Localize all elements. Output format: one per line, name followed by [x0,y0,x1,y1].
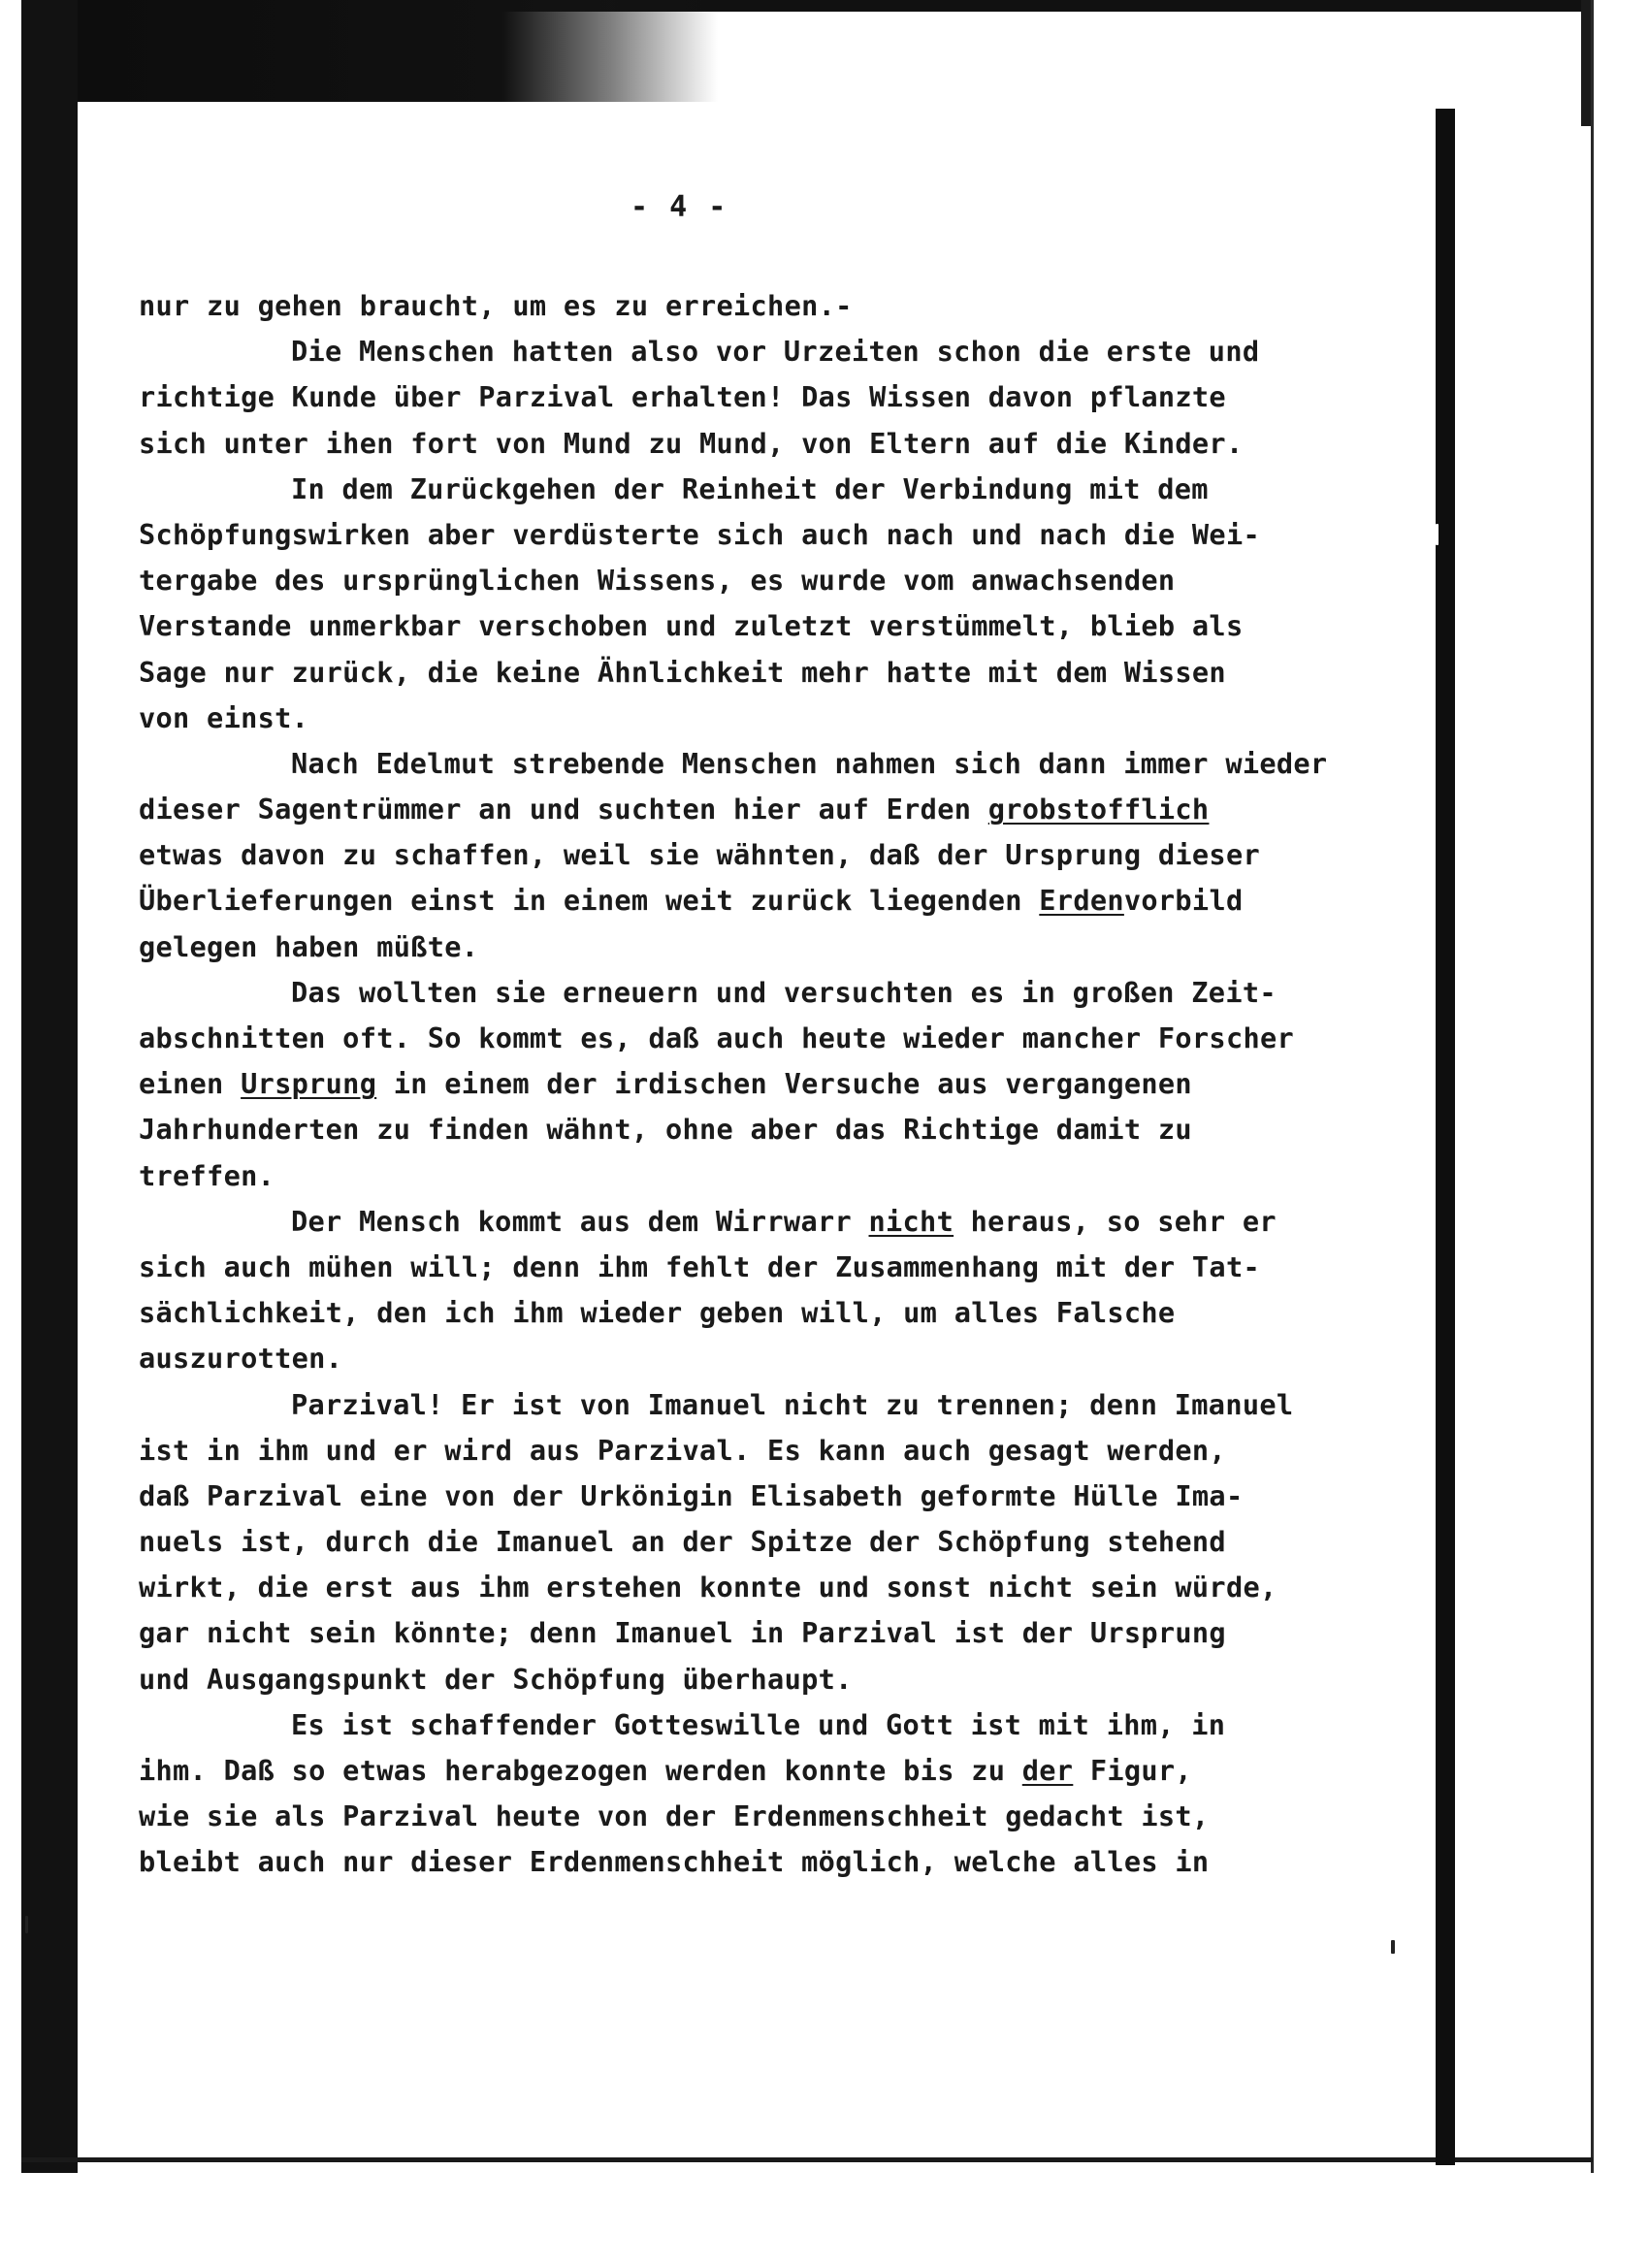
text-line: wie sie als Parzival heute von der Erdenmenschheit gedacht ist, [139,1799,1210,1833]
scan-speck [1391,1940,1395,1954]
text-line: Der Mensch kommt aus dem Wirrwarr nicht heraus, so sehr er [291,1204,1277,1238]
scan-border-bottom [21,2157,1593,2162]
scan-speck [1436,524,1439,545]
text-line: Jahrhunderten zu finden wähnt, ohne aber das Richtige damit zu [139,1113,1192,1147]
scan-shadow-top-left [0,0,718,102]
scan-speck [25,1916,28,1933]
text-line: daß Parzival eine von der Urkönigin Elisabeth geformte Hülle Ima- [139,1478,1244,1512]
text-line: auszurotten. [139,1342,343,1376]
text-line: dieser Sagentrümmer an und suchten hier auf Erden grobstofflich [139,793,1210,826]
page-number: - 4 - [630,190,728,224]
scan-border-left [21,0,78,2173]
scan-border-right [1436,109,1455,2165]
underlined-word: Erden [1039,884,1124,918]
document-body [139,283,1434,1886]
scan-border-right-top [1581,0,1591,126]
scan-margin-left [0,0,21,2173]
text-line: abschnitten oft. So kommt es, daß auch heute wieder mancher Forscher [139,1021,1295,1054]
underlined-word: nicht [868,1204,954,1238]
text-line: Die Menschen hatten also vor Urzeiten schon die erste und [291,335,1260,369]
text-line: richtige Kunde über Parzival erhalten! Das Wissen davon pflanzte [139,380,1226,414]
text-line: tergabe des ursprünglichen Wissens, es wurde vom anwachsenden [139,564,1176,598]
text-line: nuels ist, durch die Imanuel an der Spitze der Schöpfung stehend [139,1525,1226,1559]
scan-border-right-thin [1591,0,1594,2173]
underlined-word: grobstofflich [987,793,1210,826]
text-line: gar nicht sein könnte; denn Imanuel in Parzival ist der Ursprung [139,1616,1226,1650]
text-line: Verstande unmerkbar verschoben und zuletzt verstümmelt, blieb als [139,609,1244,643]
text-line: ist in ihm und er wird aus Parzival. Es kann auch gesagt werden, [139,1433,1226,1467]
text-line: sich unter ihen fort von Mund zu Mund, von Eltern auf die Kinder. [139,426,1244,460]
text-line: wirkt, die erst aus ihm erstehen konnte und sonst nicht sein würde, [139,1571,1277,1604]
underlined-word: Ursprung [241,1067,377,1101]
text-line: Es ist schaffender Gotteswille und Gott ist mit ihm, in [291,1707,1226,1741]
text-line: und Ausgangspunkt der Schöpfung überhaupt. [139,1662,853,1696]
text-line: von einst. [139,700,309,734]
text-line: Nach Edelmut strebende Menschen nahmen sich dann immer wieder [291,746,1328,780]
text-line: treffen. [139,1158,275,1192]
text-line: Schöpfungswirken aber verdüsterte sich auch nach und nach die Wei- [139,517,1260,551]
text-line: bleibt auch nur dieser Erdenmenschheit möglich, welche alles in [139,1845,1210,1879]
text-line: Überlieferungen einst in einem weit zurück liegenden Erdenvorbild [139,884,1244,918]
text-line: Das wollten sie erneuern und versuchten es in großen Zeit- [291,975,1277,1009]
text-line: sächlichkeit, den ich ihm wieder geben will, um alles Falsche [139,1296,1176,1330]
text-line: gelegen haben müßte. [139,929,479,963]
text-line: Sage nur zurück, die keine Ähnlichkeit mehr hatte mit dem Wissen [139,655,1226,689]
text-line: nur zu gehen braucht, um es zu erreichen.- [139,289,853,322]
text-line: einen Ursprung in einem der irdischen Versuche aus vergangenen [139,1067,1192,1101]
text-line: sich auch mühen will; denn ihm fehlt der Zusammenhang mit der Tat- [139,1249,1260,1283]
text-line: ihm. Daß so etwas herabgezogen werden konnte bis zu der Figur, [139,1754,1192,1787]
underlined-word: der [1021,1754,1074,1787]
text-line: In dem Zurückgehen der Reinheit der Verbindung mit dem [291,471,1209,505]
text-line: Parzival! Er ist von Imanuel nicht zu trennen; denn Imanuel [291,1387,1294,1421]
text-line: etwas davon zu schaffen, weil sie wähnten, daß der Ursprung dieser [139,838,1260,872]
